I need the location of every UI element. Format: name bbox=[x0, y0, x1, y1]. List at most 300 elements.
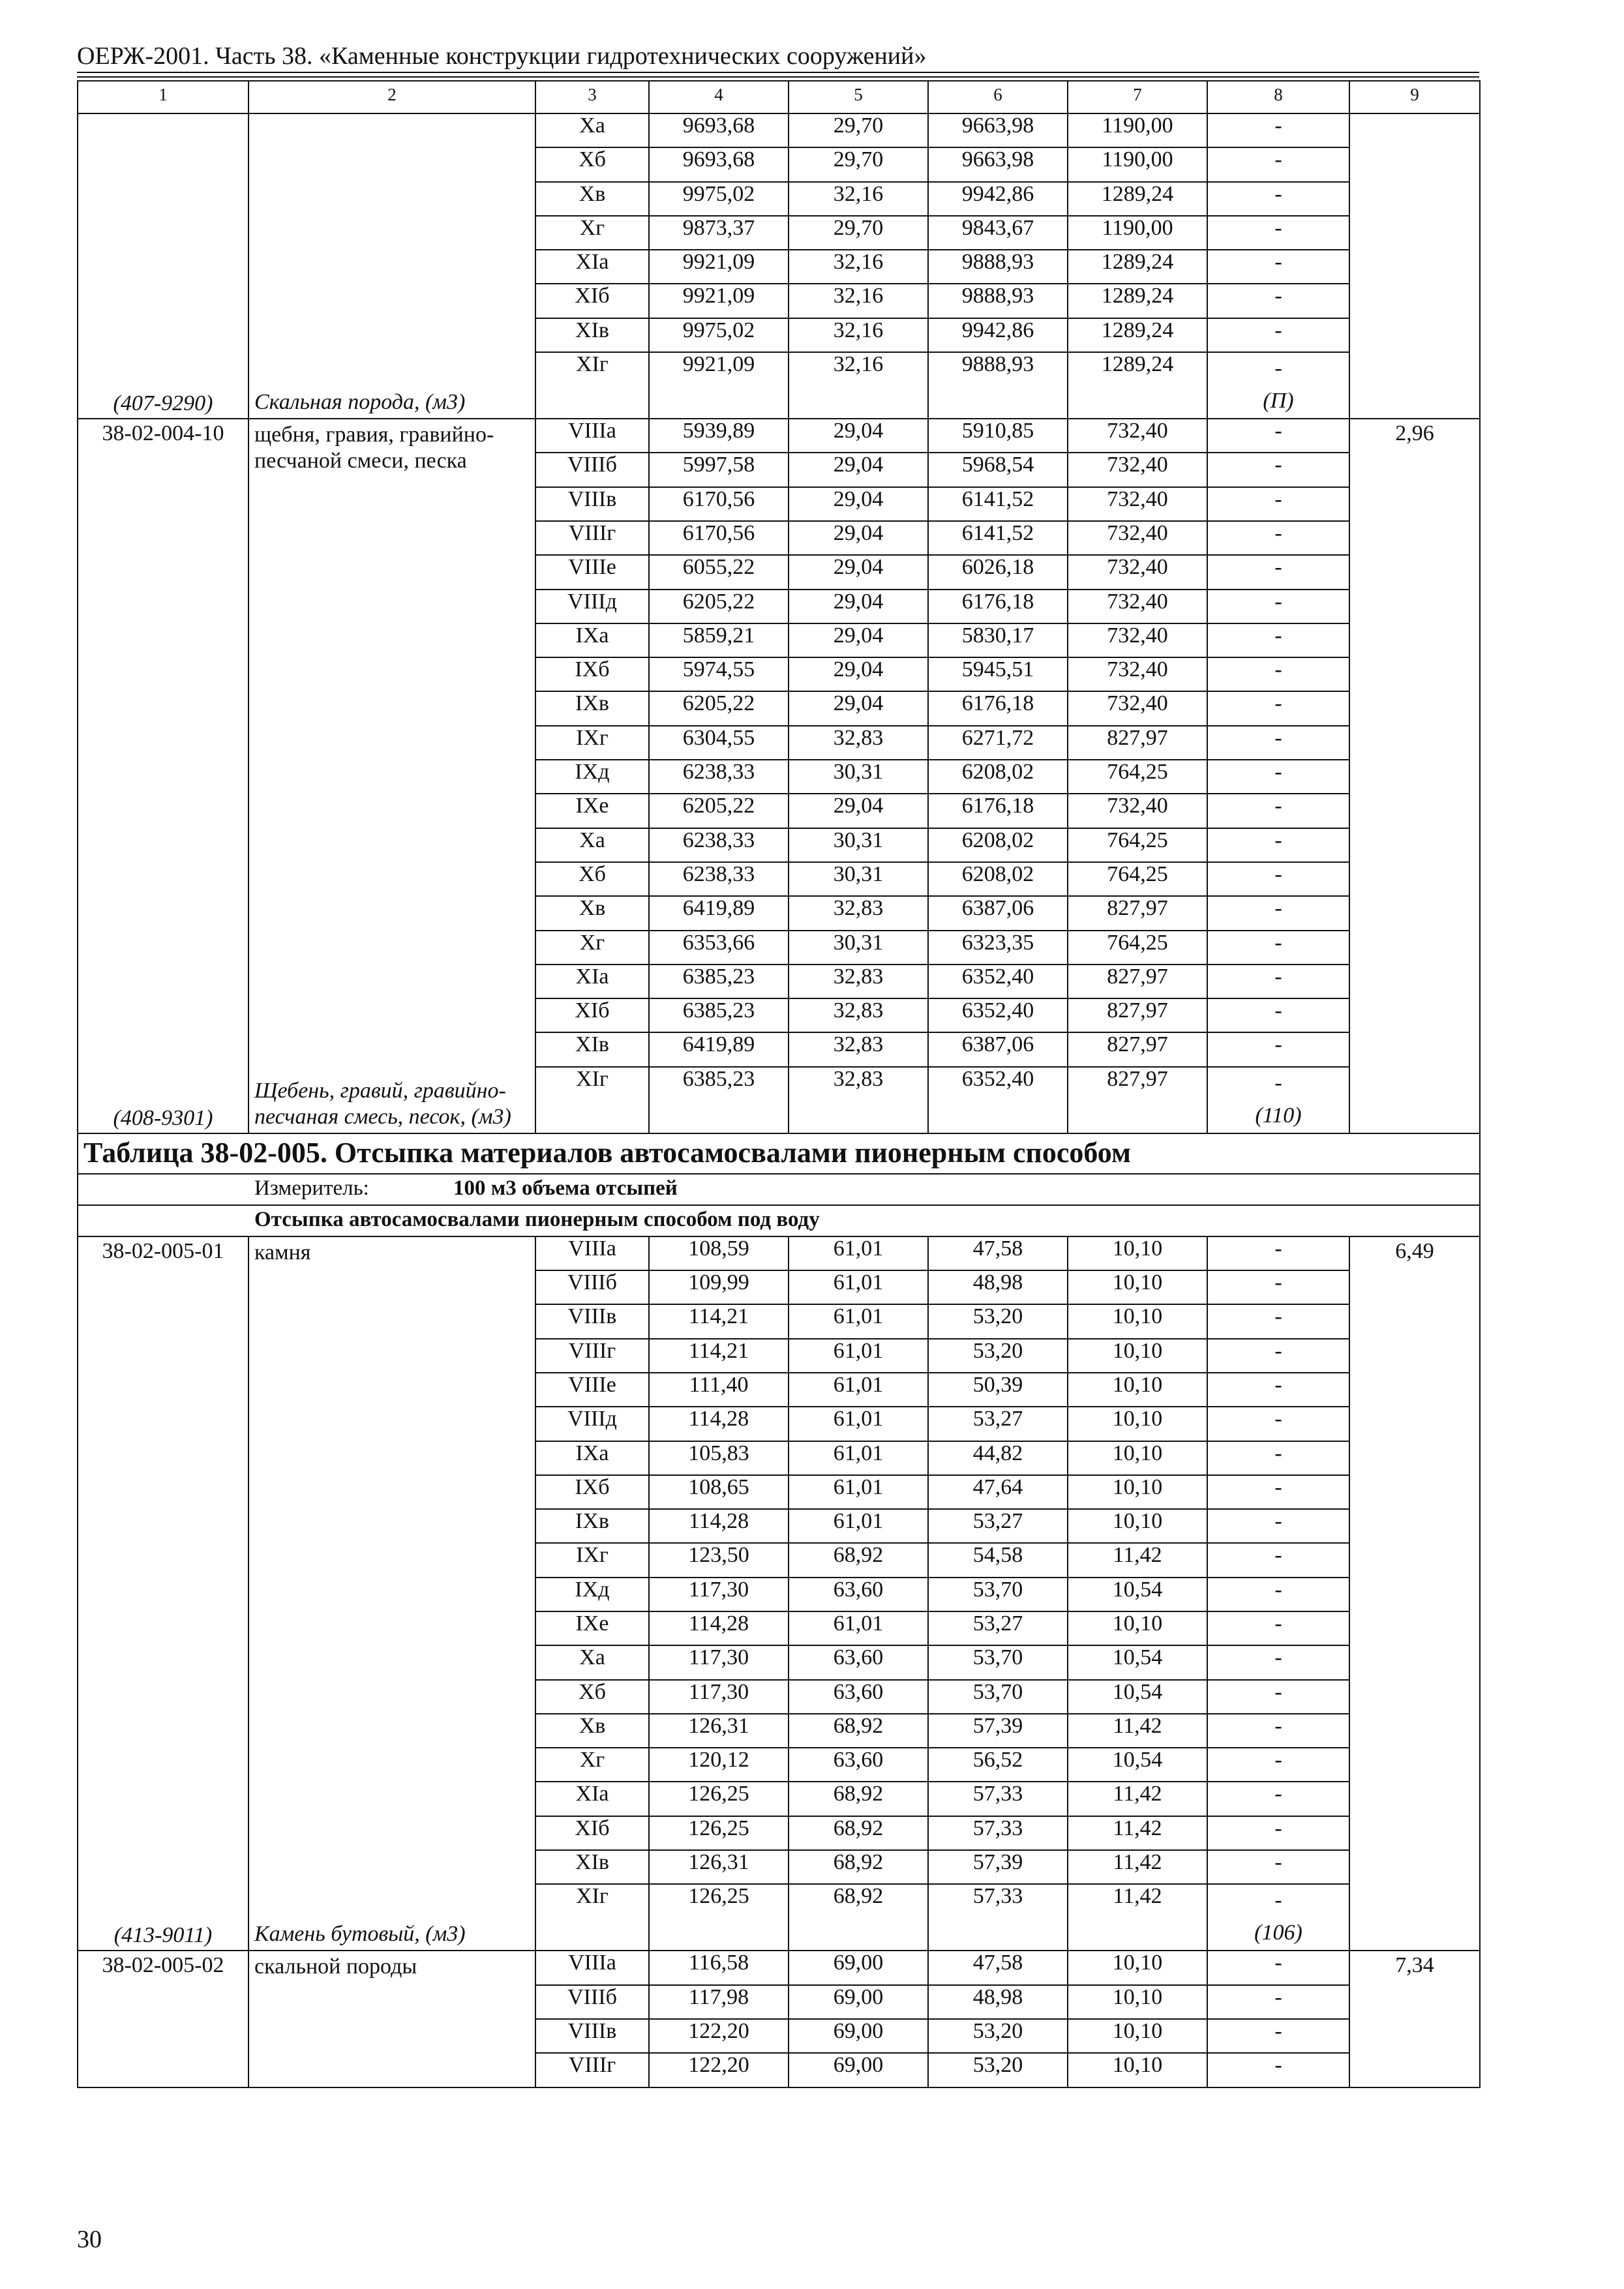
resource-code: (408-9301) bbox=[113, 1105, 213, 1130]
coefficient-cell bbox=[1349, 1236, 1480, 1951]
value-cell: 5859,21 bbox=[649, 623, 789, 657]
value-cell: 105,83 bbox=[649, 1441, 789, 1475]
zone-cell: VIIIе bbox=[535, 555, 649, 589]
value-cell: 10,10 bbox=[1068, 1475, 1207, 1509]
zone-cell: XIг bbox=[535, 1067, 649, 1133]
zone-cell: Xг bbox=[535, 1748, 649, 1782]
zone-cell: XIг bbox=[535, 352, 649, 419]
value-cell: 6238,33 bbox=[649, 828, 789, 862]
value-cell: 6323,35 bbox=[928, 931, 1068, 965]
value-cell: 57,39 bbox=[928, 1714, 1068, 1748]
work-description-cell bbox=[248, 1236, 535, 1951]
zone-cell: Xб bbox=[535, 862, 649, 896]
zone-cell: XIб bbox=[535, 998, 649, 1032]
value-cell: 10,10 bbox=[1068, 1236, 1207, 1270]
value-cell: 9693,68 bbox=[649, 113, 789, 147]
value-cell: 29,04 bbox=[789, 691, 928, 725]
value-cell: 53,70 bbox=[928, 1645, 1068, 1679]
value-cell: 61,01 bbox=[789, 1509, 928, 1543]
value-cell: 30,31 bbox=[789, 828, 928, 862]
zone-cell: IXе bbox=[535, 1611, 649, 1645]
value-cell: 10,10 bbox=[1068, 1304, 1207, 1338]
col8-value: - bbox=[1207, 760, 1349, 794]
value-cell: 53,20 bbox=[928, 1339, 1068, 1373]
col8-value: - bbox=[1207, 965, 1349, 998]
zone-cell: VIIIб bbox=[535, 1270, 649, 1304]
value-cell: 732,40 bbox=[1068, 521, 1207, 555]
value-cell: 6387,06 bbox=[928, 896, 1068, 930]
zone-cell: Xв bbox=[535, 896, 649, 930]
col8-value: - bbox=[1207, 862, 1349, 896]
value-cell: 53,20 bbox=[928, 1304, 1068, 1338]
col8-value: - bbox=[1207, 1850, 1349, 1884]
coefficient: 7,34 bbox=[1395, 1953, 1434, 1978]
col8-value: - bbox=[1207, 657, 1349, 691]
zone-cell: IXв bbox=[535, 1509, 649, 1543]
value-cell: 53,70 bbox=[928, 1578, 1068, 1611]
value-cell: 117,98 bbox=[649, 1985, 789, 2019]
value-cell: 53,27 bbox=[928, 1509, 1068, 1543]
value-cell: 47,58 bbox=[928, 1236, 1068, 1270]
col8-value: - bbox=[1274, 356, 1282, 381]
col8-value: - bbox=[1207, 726, 1349, 760]
value-cell: 9921,09 bbox=[649, 250, 789, 284]
col8-value: - bbox=[1207, 1475, 1349, 1509]
measure-label: Измеритель: bbox=[254, 1176, 369, 1200]
work-description: скальной породы bbox=[254, 1954, 417, 1979]
value-cell: 61,01 bbox=[789, 1236, 928, 1270]
value-cell: 57,33 bbox=[928, 1884, 1068, 1951]
column-header-row bbox=[78, 81, 1480, 113]
zone-cell: Xв bbox=[535, 1714, 649, 1748]
value-cell: 6385,23 bbox=[649, 998, 789, 1032]
value-cell: 6205,22 bbox=[649, 590, 789, 623]
value-cell: 29,04 bbox=[789, 623, 928, 657]
value-cell: 56,52 bbox=[928, 1748, 1068, 1782]
col8-value: - bbox=[1207, 1578, 1349, 1611]
zone-cell: IXд bbox=[535, 1578, 649, 1611]
col8-cell bbox=[1207, 1067, 1349, 1133]
value-cell: 47,64 bbox=[928, 1475, 1068, 1509]
value-cell: 6352,40 bbox=[928, 965, 1068, 998]
page-header: ОЕРЖ-2001. Часть 38. «Каменные конструкции гидротехнических сооружений» bbox=[77, 42, 927, 70]
value-cell: 10,10 bbox=[1068, 1951, 1207, 1984]
value-cell: 6387,06 bbox=[928, 1032, 1068, 1066]
col8-value: - bbox=[1207, 691, 1349, 725]
column-header-cell: 5 bbox=[789, 81, 928, 113]
col8-value: - bbox=[1207, 1304, 1349, 1338]
value-cell: 1289,24 bbox=[1068, 318, 1207, 352]
value-cell: 6352,40 bbox=[928, 1067, 1068, 1133]
col8-value: - bbox=[1207, 1645, 1349, 1679]
value-cell: 30,31 bbox=[789, 760, 928, 794]
value-cell: 32,16 bbox=[789, 352, 928, 419]
coefficient: 2,96 bbox=[1395, 421, 1434, 446]
value-cell: 63,60 bbox=[789, 1748, 928, 1782]
value-cell: 63,60 bbox=[789, 1680, 928, 1714]
value-cell: 6141,52 bbox=[928, 487, 1068, 521]
value-cell: 61,01 bbox=[789, 1611, 928, 1645]
value-cell: 732,40 bbox=[1068, 590, 1207, 623]
value-cell: 1289,24 bbox=[1068, 182, 1207, 216]
value-cell: 61,01 bbox=[789, 1407, 928, 1441]
col8-value: - bbox=[1207, 1748, 1349, 1782]
value-cell: 5945,51 bbox=[928, 657, 1068, 691]
rates-table bbox=[77, 80, 1481, 2088]
col8-cell bbox=[1207, 352, 1349, 419]
value-cell: 68,92 bbox=[789, 1884, 928, 1951]
value-cell: 126,25 bbox=[649, 1782, 789, 1816]
value-cell: 117,30 bbox=[649, 1680, 789, 1714]
col8-value: - bbox=[1274, 1070, 1282, 1095]
value-cell: 732,40 bbox=[1068, 419, 1207, 453]
col8-value: - bbox=[1207, 2053, 1349, 2087]
zone-cell: VIIIв bbox=[535, 1304, 649, 1338]
value-cell: 61,01 bbox=[789, 1441, 928, 1475]
value-cell: 11,42 bbox=[1068, 1884, 1207, 1951]
value-cell: 6170,56 bbox=[649, 487, 789, 521]
resource-name: Щебень, гравий, гравийно-песчаная смесь, песок, (м3) bbox=[254, 1078, 511, 1129]
value-cell: 9843,67 bbox=[928, 216, 1068, 250]
value-cell: 9888,93 bbox=[928, 352, 1068, 419]
value-cell: 61,01 bbox=[789, 1304, 928, 1338]
value-cell: 5997,58 bbox=[649, 453, 789, 486]
value-cell: 126,31 bbox=[649, 1850, 789, 1884]
value-cell: 68,92 bbox=[789, 1543, 928, 1577]
resource-name: Скальная порода, (м3) bbox=[254, 390, 466, 415]
zone-cell: VIIIг bbox=[535, 1339, 649, 1373]
value-cell: 29,04 bbox=[789, 521, 928, 555]
value-cell: 117,30 bbox=[649, 1645, 789, 1679]
value-cell: 29,70 bbox=[789, 216, 928, 250]
value-cell: 53,20 bbox=[928, 2053, 1068, 2087]
value-cell: 10,10 bbox=[1068, 1270, 1207, 1304]
value-cell: 32,83 bbox=[789, 965, 928, 998]
value-cell: 47,58 bbox=[928, 1951, 1068, 1984]
table-row bbox=[78, 1236, 1480, 1270]
value-cell: 63,60 bbox=[789, 1645, 928, 1679]
value-cell: 1190,00 bbox=[1068, 147, 1207, 181]
value-cell: 1289,24 bbox=[1068, 250, 1207, 284]
value-cell: 108,65 bbox=[649, 1475, 789, 1509]
value-cell: 6208,02 bbox=[928, 828, 1068, 862]
zone-cell: VIIIб bbox=[535, 1985, 649, 2019]
value-cell: 53,27 bbox=[928, 1611, 1068, 1645]
col8-value: - bbox=[1207, 1441, 1349, 1475]
zone-cell: VIIIв bbox=[535, 2019, 649, 2053]
value-cell: 732,40 bbox=[1068, 555, 1207, 589]
col8-value: - bbox=[1207, 794, 1349, 828]
value-cell: 126,31 bbox=[649, 1714, 789, 1748]
zone-cell: IXа bbox=[535, 1441, 649, 1475]
value-cell: 6205,22 bbox=[649, 794, 789, 828]
value-cell: 44,82 bbox=[928, 1441, 1068, 1475]
value-cell: 6176,18 bbox=[928, 794, 1068, 828]
value-cell: 123,50 bbox=[649, 1543, 789, 1577]
zone-cell: Xб bbox=[535, 1680, 649, 1714]
value-cell: 108,59 bbox=[649, 1236, 789, 1270]
value-cell: 114,28 bbox=[649, 1407, 789, 1441]
value-cell: 9873,37 bbox=[649, 216, 789, 250]
col8-value: - bbox=[1207, 147, 1349, 181]
coefficient: 6,49 bbox=[1395, 1238, 1434, 1263]
zone-cell: XIв bbox=[535, 1850, 649, 1884]
value-cell: 53,70 bbox=[928, 1680, 1068, 1714]
header-rule bbox=[77, 72, 1479, 73]
zone-cell: XIв bbox=[535, 318, 649, 352]
zone-cell: VIIIг bbox=[535, 521, 649, 555]
value-cell: 32,16 bbox=[789, 318, 928, 352]
zone-cell: XIа bbox=[535, 1782, 649, 1816]
zone-cell: IXг bbox=[535, 726, 649, 760]
resource-unit: (106) bbox=[1254, 1921, 1302, 1945]
zone-cell: XIа bbox=[535, 965, 649, 998]
value-cell: 29,04 bbox=[789, 419, 928, 453]
zone-cell: XIг bbox=[535, 1884, 649, 1951]
section-title: Отсыпка автосамосвалами пионерным способом под воду bbox=[78, 1205, 1480, 1236]
col8-value: - bbox=[1207, 1782, 1349, 1816]
value-cell: 69,00 bbox=[789, 2019, 928, 2053]
col8-value: - bbox=[1207, 1236, 1349, 1270]
value-cell: 114,28 bbox=[649, 1611, 789, 1645]
work-description-cell bbox=[248, 1951, 535, 2087]
value-cell: 6176,18 bbox=[928, 691, 1068, 725]
value-cell: 29,70 bbox=[789, 113, 928, 147]
value-cell: 114,21 bbox=[649, 1304, 789, 1338]
value-cell: 6141,52 bbox=[928, 521, 1068, 555]
zone-cell: VIIIа bbox=[535, 419, 649, 453]
zone-cell: IXа bbox=[535, 623, 649, 657]
zone-cell: Xг bbox=[535, 931, 649, 965]
work-description-cell bbox=[248, 113, 535, 419]
column-header-cell: 6 bbox=[928, 81, 1068, 113]
value-cell: 11,42 bbox=[1068, 1714, 1207, 1748]
zone-cell: XIб bbox=[535, 1816, 649, 1850]
resource-code: (413-9011) bbox=[113, 1923, 213, 1948]
value-cell: 11,42 bbox=[1068, 1850, 1207, 1884]
value-cell: 32,16 bbox=[789, 182, 928, 216]
value-cell: 114,28 bbox=[649, 1509, 789, 1543]
value-cell: 827,97 bbox=[1068, 965, 1207, 998]
value-cell: 10,10 bbox=[1068, 1339, 1207, 1373]
resource-unit: (П) bbox=[1263, 389, 1294, 413]
zone-cell: Xв bbox=[535, 182, 649, 216]
value-cell: 29,04 bbox=[789, 657, 928, 691]
value-cell: 6271,72 bbox=[928, 726, 1068, 760]
value-cell: 29,70 bbox=[789, 147, 928, 181]
value-cell: 111,40 bbox=[649, 1373, 789, 1407]
zone-cell: VIIIг bbox=[535, 2053, 649, 2087]
col8-value: - bbox=[1207, 2019, 1349, 2053]
value-cell: 827,97 bbox=[1068, 726, 1207, 760]
value-cell: 32,16 bbox=[789, 250, 928, 284]
value-cell: 109,99 bbox=[649, 1270, 789, 1304]
zone-cell: Xа bbox=[535, 113, 649, 147]
table-title: Таблица 38-02-005. Отсыпка материалов автосамосвалами пионерным способом bbox=[78, 1133, 1480, 1174]
col8-value: - bbox=[1207, 1714, 1349, 1748]
value-cell: 6238,33 bbox=[649, 862, 789, 896]
zone-cell: IXе bbox=[535, 794, 649, 828]
col8-value: - bbox=[1207, 828, 1349, 862]
value-cell: 6304,55 bbox=[649, 726, 789, 760]
value-cell: 1289,24 bbox=[1068, 284, 1207, 318]
value-cell: 10,10 bbox=[1068, 1611, 1207, 1645]
column-header-cell: 2 bbox=[248, 81, 535, 113]
value-cell: 5830,17 bbox=[928, 623, 1068, 657]
value-cell: 5910,85 bbox=[928, 419, 1068, 453]
page-number: 30 bbox=[77, 2226, 102, 2253]
rate-code-cell bbox=[78, 1236, 248, 1951]
zone-cell: VIIIа bbox=[535, 1951, 649, 1984]
column-header-cell: 4 bbox=[649, 81, 789, 113]
column-header-cell: 9 bbox=[1349, 81, 1480, 113]
col8-value: - bbox=[1207, 521, 1349, 555]
value-cell: 10,10 bbox=[1068, 2019, 1207, 2053]
value-cell: 9888,93 bbox=[928, 250, 1068, 284]
value-cell: 764,25 bbox=[1068, 828, 1207, 862]
zone-cell: Xа bbox=[535, 828, 649, 862]
value-cell: 6238,33 bbox=[649, 760, 789, 794]
value-cell: 764,25 bbox=[1068, 862, 1207, 896]
col8-value: - bbox=[1207, 1680, 1349, 1714]
zone-cell: VIIIд bbox=[535, 590, 649, 623]
measure-value: 100 м3 объема отсыпей bbox=[453, 1176, 678, 1200]
rate-code-cell bbox=[78, 1951, 248, 2087]
value-cell: 68,92 bbox=[789, 1714, 928, 1748]
value-cell: 32,83 bbox=[789, 1032, 928, 1066]
col8-value: - bbox=[1207, 1611, 1349, 1645]
value-cell: 10,10 bbox=[1068, 1985, 1207, 2019]
table-row bbox=[78, 419, 1480, 453]
col8-value: - bbox=[1207, 1543, 1349, 1577]
col8-value: - bbox=[1207, 284, 1349, 318]
value-cell: 10,54 bbox=[1068, 1645, 1207, 1679]
value-cell: 6352,40 bbox=[928, 998, 1068, 1032]
col8-cell bbox=[1207, 1884, 1349, 1951]
col8-value: - bbox=[1207, 555, 1349, 589]
value-cell: 32,83 bbox=[789, 896, 928, 930]
col8-value: - bbox=[1207, 1509, 1349, 1543]
zone-cell: XIа bbox=[535, 250, 649, 284]
value-cell: 61,01 bbox=[789, 1339, 928, 1373]
col8-value: - bbox=[1207, 1816, 1349, 1850]
value-cell: 10,10 bbox=[1068, 1373, 1207, 1407]
value-cell: 9663,98 bbox=[928, 147, 1068, 181]
zone-cell: Xб bbox=[535, 147, 649, 181]
value-cell: 61,01 bbox=[789, 1475, 928, 1509]
col8-value: - bbox=[1207, 419, 1349, 453]
col8-value: - bbox=[1207, 1270, 1349, 1304]
value-cell: 9921,09 bbox=[649, 352, 789, 419]
rate-code: 38-02-005-02 bbox=[102, 1953, 224, 1978]
col8-value: - bbox=[1207, 487, 1349, 521]
rate-code-cell bbox=[78, 419, 248, 1133]
value-cell: 32,83 bbox=[789, 726, 928, 760]
value-cell: 29,04 bbox=[789, 487, 928, 521]
zone-cell: VIIIе bbox=[535, 1373, 649, 1407]
value-cell: 126,25 bbox=[649, 1884, 789, 1951]
value-cell: 10,54 bbox=[1068, 1680, 1207, 1714]
value-cell: 827,97 bbox=[1068, 1032, 1207, 1066]
value-cell: 114,21 bbox=[649, 1339, 789, 1373]
zone-cell: IXд bbox=[535, 760, 649, 794]
resource-name: Камень бутовый, (м3) bbox=[254, 1922, 466, 1947]
value-cell: 122,20 bbox=[649, 2019, 789, 2053]
work-description: камня bbox=[254, 1240, 311, 1264]
col8-value: - bbox=[1207, 623, 1349, 657]
value-cell: 61,01 bbox=[789, 1270, 928, 1304]
zone-cell: VIIIа bbox=[535, 1236, 649, 1270]
value-cell: 29,04 bbox=[789, 794, 928, 828]
zone-cell: XIв bbox=[535, 1032, 649, 1066]
zone-cell: Xг bbox=[535, 216, 649, 250]
value-cell: 6170,56 bbox=[649, 521, 789, 555]
work-description-cell bbox=[248, 419, 535, 1133]
value-cell: 732,40 bbox=[1068, 657, 1207, 691]
value-cell: 29,04 bbox=[789, 453, 928, 486]
col8-value: - bbox=[1207, 931, 1349, 965]
value-cell: 32,16 bbox=[789, 284, 928, 318]
value-cell: 69,00 bbox=[789, 2053, 928, 2087]
resource-unit: (110) bbox=[1255, 1103, 1302, 1128]
zone-cell: IXв bbox=[535, 691, 649, 725]
value-cell: 764,25 bbox=[1068, 760, 1207, 794]
col8-value: - bbox=[1207, 453, 1349, 486]
zone-cell: XIб bbox=[535, 284, 649, 318]
value-cell: 68,92 bbox=[789, 1782, 928, 1816]
value-cell: 9975,02 bbox=[649, 182, 789, 216]
col8-value: - bbox=[1207, 318, 1349, 352]
value-cell: 9942,86 bbox=[928, 318, 1068, 352]
coefficient-cell bbox=[1349, 419, 1480, 1133]
value-cell: 122,20 bbox=[649, 2053, 789, 2087]
value-cell: 30,31 bbox=[789, 931, 928, 965]
value-cell: 9942,86 bbox=[928, 182, 1068, 216]
table-title-row bbox=[78, 1133, 1480, 1174]
value-cell: 9693,68 bbox=[649, 147, 789, 181]
value-cell: 53,27 bbox=[928, 1407, 1068, 1441]
rate-code: 38-02-004-10 bbox=[102, 421, 224, 446]
value-cell: 10,10 bbox=[1068, 2053, 1207, 2087]
value-cell: 827,97 bbox=[1068, 896, 1207, 930]
measure-cell bbox=[78, 1174, 1480, 1205]
value-cell: 9663,98 bbox=[928, 113, 1068, 147]
value-cell: 48,98 bbox=[928, 1985, 1068, 2019]
value-cell: 6208,02 bbox=[928, 760, 1068, 794]
table-row bbox=[78, 1951, 1480, 1984]
value-cell: 732,40 bbox=[1068, 794, 1207, 828]
value-cell: 1190,00 bbox=[1068, 216, 1207, 250]
col8-value: - bbox=[1207, 998, 1349, 1032]
zone-cell: VIIIв bbox=[535, 487, 649, 521]
value-cell: 11,42 bbox=[1068, 1543, 1207, 1577]
value-cell: 57,33 bbox=[928, 1782, 1068, 1816]
col8-value: - bbox=[1207, 1373, 1349, 1407]
value-cell: 10,10 bbox=[1068, 1441, 1207, 1475]
value-cell: 32,83 bbox=[789, 1067, 928, 1133]
value-cell: 61,01 bbox=[789, 1373, 928, 1407]
col8-value: - bbox=[1207, 896, 1349, 930]
col8-value: - bbox=[1207, 1032, 1349, 1066]
value-cell: 126,25 bbox=[649, 1816, 789, 1850]
value-cell: 69,00 bbox=[789, 1985, 928, 2019]
value-cell: 6055,22 bbox=[649, 555, 789, 589]
table-row bbox=[78, 113, 1480, 147]
zone-cell: IXб bbox=[535, 1475, 649, 1509]
value-cell: 9975,02 bbox=[649, 318, 789, 352]
value-cell: 732,40 bbox=[1068, 623, 1207, 657]
value-cell: 5939,89 bbox=[649, 419, 789, 453]
